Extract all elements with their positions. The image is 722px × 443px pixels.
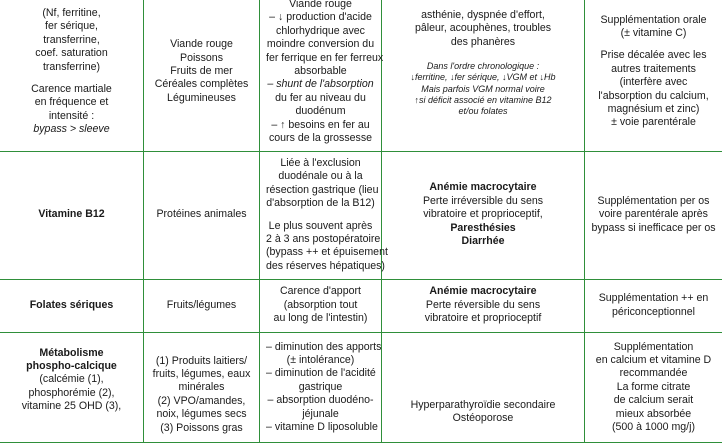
cell-line: 2 à 3 ans postopératoire: [266, 233, 375, 246]
cell-line: l'absorption du calcium,: [591, 90, 716, 103]
cell-mechanism: [260, 0, 382, 151]
cell-note-line: ↓ferritine, ↓fer sérique, ↓VGM et ↓Hb: [388, 72, 578, 83]
cell-sources: [144, 332, 260, 442]
cell-line: minérales: [150, 381, 253, 394]
cell-line: Perte réversible du sens: [388, 299, 578, 312]
table-row-phosphocalcic: [0, 332, 722, 442]
cell-line: gastrique: [266, 381, 375, 394]
cell-line: Carence d'apport: [266, 285, 375, 298]
table-row-iron: [0, 0, 722, 151]
cell-line: vitamine 25 OHD (3),: [6, 400, 137, 413]
cell-line: bypass > sleeve: [6, 123, 137, 136]
cell-line: Anémie macrocytaire: [388, 285, 578, 298]
cell-line: autres traitements: [591, 63, 716, 76]
cell-line: (bypass ++ et épuisement: [266, 246, 375, 259]
cell-line: (± intolérance): [266, 354, 375, 367]
cell-mechanism: [260, 332, 382, 442]
cell-line: Liée à l'exclusion: [266, 157, 375, 170]
cell-sources: [144, 0, 260, 151]
cell-line: de calcium serait: [591, 394, 716, 407]
cell-line: des phanères: [388, 36, 578, 49]
cell-sources: [144, 279, 260, 332]
cell-line: intensité :: [6, 110, 137, 123]
cell-line: Légumineuses: [150, 92, 253, 105]
cell-line: Carence martiale: [6, 83, 137, 96]
cell-line: en fréquence et: [6, 96, 137, 109]
cell-line: Vitamine B12: [6, 208, 137, 221]
cell-clinical: [382, 279, 585, 332]
cell-line: Ostéoporose: [388, 412, 578, 425]
cell-line: ± voie parentérale: [591, 116, 716, 129]
cell-line: – vitamine D liposoluble: [266, 421, 375, 434]
cell-line: transferrine,: [6, 34, 137, 47]
cell-line: (2) VPO/amandes,: [150, 395, 253, 408]
cell-line: Supplémentation ++ en: [591, 292, 716, 305]
cell-note-line: et/ou folates: [388, 106, 578, 117]
cell-line: vibratoire et proprioceptif: [388, 312, 578, 325]
cell-line: magnésium et zinc): [591, 103, 716, 116]
cell-note-line: Mais parfois VGM normal voire: [388, 84, 578, 95]
cell-line: transferrine): [6, 61, 137, 74]
cell-line: Diarrhée: [388, 235, 578, 248]
cell-line: (calcémie (1),: [6, 373, 137, 386]
cell-line: asthénie, dyspnée d'effort,: [388, 9, 578, 22]
cell-line: en calcium et vitamine D: [591, 354, 716, 367]
cell-clinical: [382, 151, 585, 279]
cell-line: – absorption duodéno-: [266, 394, 375, 407]
cell-treatment: [585, 0, 722, 151]
cell-line: fruits, légumes, eaux: [150, 368, 253, 381]
cell-line: Supplémentation: [591, 341, 716, 354]
cell-clinical: [382, 0, 585, 151]
cell-line: jéjunale: [266, 408, 375, 421]
cell-line: phospho-calcique: [6, 360, 137, 373]
cell-line: résection gastrique (lieu: [266, 184, 375, 197]
cell-line: duodénum: [266, 105, 375, 118]
cell-line: (3) Poissons gras: [150, 422, 253, 435]
cell-treatment: [585, 279, 722, 332]
cell-line: – ↑ besoins en fer au: [266, 119, 375, 132]
cell-line: La forme citrate: [591, 381, 716, 394]
cell-line: Anémie macrocytaire: [388, 181, 578, 194]
cell-line: du fer au niveau du: [266, 92, 375, 105]
cell-line: vibratoire et proprioceptif,: [388, 208, 578, 221]
cell-line: noix, légumes secs: [150, 408, 253, 421]
cell-line: recommandée: [591, 367, 716, 380]
cell-line: cours de la grossesse: [266, 132, 375, 145]
cell-line: (interfère avec: [591, 76, 716, 89]
cell-line: voire parentérale après: [591, 208, 716, 221]
cell-line: – shunt de l'absorption: [266, 78, 375, 91]
cell-line: fer ferrique en fer ferreux: [266, 52, 375, 65]
cell-line: moindre conversion du: [266, 38, 375, 51]
cell-line: fer sérique,: [6, 20, 137, 33]
cell-note-line: ↑si déficit associé en vitamine B12: [388, 95, 578, 106]
cell-line: – ↓ production d'acide: [266, 11, 375, 24]
cell-line: Le plus souvent après: [266, 220, 375, 233]
cell-line: des réserves hépatiques): [266, 260, 375, 273]
cell-line: (Nf, ferritine,: [6, 7, 137, 20]
table-row-folates: [0, 279, 722, 332]
cell-line: (± vitamine C): [591, 27, 716, 40]
cell-marker: [0, 332, 144, 442]
cell-line: (1) Produits laitiers/: [150, 355, 253, 368]
cell-line: périconceptionnel: [591, 306, 716, 319]
cell-line: d'absorption de la B12): [266, 197, 375, 210]
cell-line: – diminution des apports: [266, 341, 375, 354]
cell-line: (absorption tout: [266, 299, 375, 312]
cell-line: Paresthésies: [388, 222, 578, 235]
cell-line: phosphorémie (2),: [6, 387, 137, 400]
cell-line: au long de l'intestin): [266, 312, 375, 325]
cell-line: Métabolisme: [6, 347, 137, 360]
cell-line: chlorhydrique avec: [266, 25, 375, 38]
cell-line: Viande rouge: [150, 38, 253, 51]
cell-mechanism: [260, 151, 382, 279]
cell-line: duodénale ou à la: [266, 170, 375, 183]
cell-line: Supplémentation per os: [591, 195, 716, 208]
cell-line: Céréales complètes: [150, 78, 253, 91]
cell-treatment: [585, 332, 722, 442]
cell-line: Folates sériques: [6, 299, 137, 312]
cell-line: Viande rouge: [266, 0, 375, 11]
cell-line: coef. saturation: [6, 47, 137, 60]
cell-line: Perte irréversible du sens: [388, 195, 578, 208]
cell-line: bypass si inefficace per os: [591, 222, 716, 235]
cell-line: (500 à 1000 mg/j): [591, 421, 716, 434]
cell-line: pâleur, acouphènes, troubles: [388, 22, 578, 35]
cell-line: Supplémentation orale: [591, 14, 716, 27]
cell-line: Poissons: [150, 52, 253, 65]
cell-mechanism: [260, 279, 382, 332]
cell-sources: [144, 151, 260, 279]
cell-line: mieux absorbée: [591, 408, 716, 421]
cell-line: absorbable: [266, 65, 375, 78]
cell-line: Hyperparathyroïdie secondaire: [388, 399, 578, 412]
cell-line: Protéines animales: [150, 208, 253, 221]
cell-treatment: [585, 151, 722, 279]
cell-line: Prise décalée avec les: [591, 49, 716, 62]
cell-marker: [0, 151, 144, 279]
cell-clinical: [382, 332, 585, 442]
cell-marker: [0, 0, 144, 151]
cell-note-line: Dans l'ordre chronologique :: [388, 61, 578, 72]
cell-line: Fruits/légumes: [150, 299, 253, 312]
cell-marker: [0, 279, 144, 332]
table-row-b12: [0, 151, 722, 279]
cell-line: – diminution de l'acidité: [266, 367, 375, 380]
cell-line: Fruits de mer: [150, 65, 253, 78]
